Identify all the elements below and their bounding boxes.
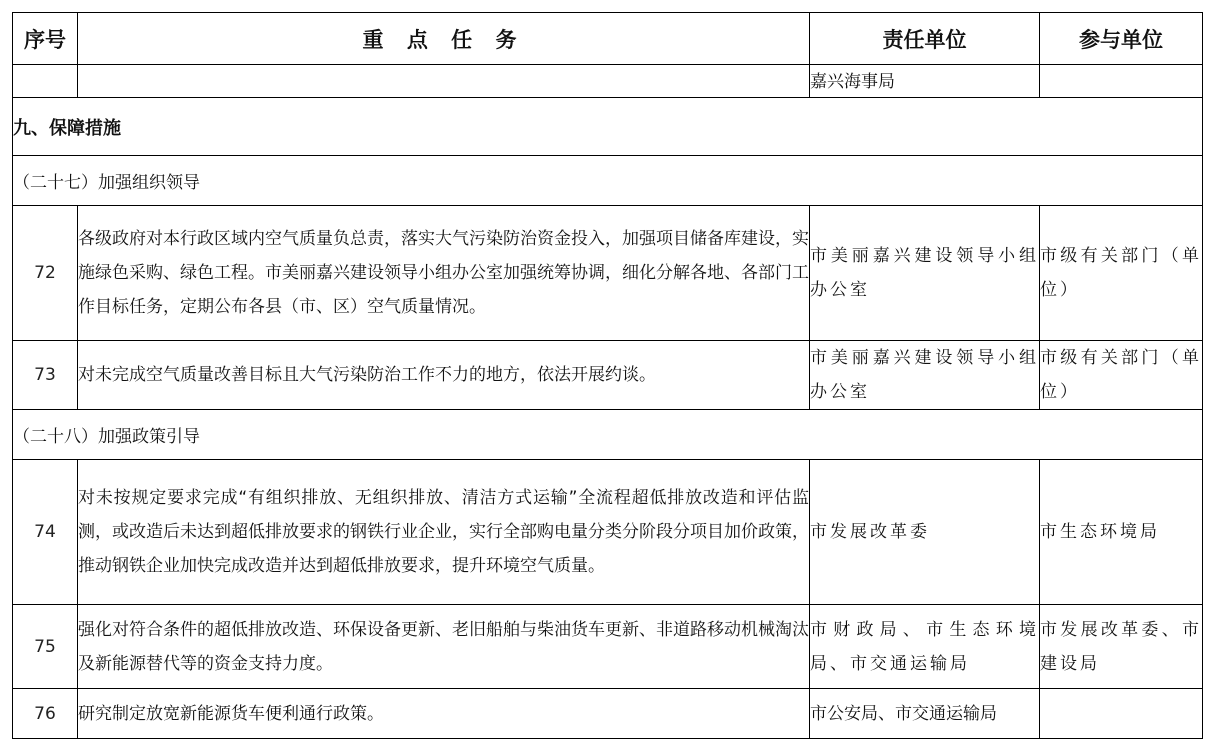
group-title: （二十七）加强组织领导 <box>13 156 1203 206</box>
row-participating: 市生态环境局 <box>1040 460 1203 605</box>
table-row <box>13 460 1203 605</box>
group-row <box>13 410 1203 460</box>
row-responsible: 市美丽嘉兴建设领导小组办公室 <box>810 341 1040 410</box>
header-task: 重 点 任 务 <box>78 13 810 65</box>
continuation-num <box>13 65 78 98</box>
row-task: 对未按规定要求完成“有组织排放、无组织排放、清洁方式运输”全流程超低排放改造和评估监测，或改造后未达到超低排放要求的钢铁行业企业，实行全部购电量分类分阶段分项目加价政策，推动钢铁企业加快完成改造并达到超低排放要求，提升环境空气质量。 <box>78 460 810 605</box>
row-responsible: 市公安局、市交通运输局 <box>810 689 1040 739</box>
header-seq: 序号 <box>13 13 78 65</box>
row-number: 76 <box>13 689 78 739</box>
continuation-participating <box>1040 65 1203 98</box>
continuation-task <box>78 65 810 98</box>
table-row <box>13 206 1203 341</box>
row-responsible: 市财政局、市生态环境局、市交通运输局 <box>810 605 1040 689</box>
row-task: 强化对符合条件的超低排放改造、环保设备更新、老旧船舶与柴油货车更新、非道路移动机械淘汰及新能源替代等的资金支持力度。 <box>78 605 810 689</box>
row-participating <box>1040 689 1203 739</box>
row-number: 73 <box>13 341 78 410</box>
group-title: （二十八）加强政策引导 <box>13 410 1203 460</box>
row-number: 74 <box>13 460 78 605</box>
row-task: 对未完成空气质量改善目标且大气污染防治工作不力的地方，依法开展约谈。 <box>78 341 810 410</box>
header-participating: 参与单位 <box>1040 13 1203 65</box>
group-row <box>13 156 1203 206</box>
continuation-row <box>13 65 1203 98</box>
row-participating: 市级有关部门（单位） <box>1040 206 1203 341</box>
table-row <box>13 341 1203 410</box>
table-row <box>13 689 1203 739</box>
table-row <box>13 605 1203 689</box>
section-row <box>13 98 1203 156</box>
header-row <box>13 13 1203 65</box>
section-title: 九、保障措施 <box>13 98 1203 156</box>
continuation-responsible: 嘉兴海事局 <box>810 65 1040 98</box>
row-number: 72 <box>13 206 78 341</box>
row-task: 各级政府对本行政区域内空气质量负总责，落实大气污染防治资金投入，加强项目储备库建设，实施绿色采购、绿色工程。市美丽嘉兴建设领导小组办公室加强统筹协调，细化分解各地、各部门工作目标任务，定期公布各县（市、区）空气质量情况。 <box>78 206 810 341</box>
row-responsible: 市美丽嘉兴建设领导小组办公室 <box>810 206 1040 341</box>
row-task: 研究制定放宽新能源货车便利通行政策。 <box>78 689 810 739</box>
row-participating: 市发展改革委、市建设局 <box>1040 605 1203 689</box>
row-responsible: 市发展改革委 <box>810 460 1040 605</box>
header-responsible: 责任单位 <box>810 13 1040 65</box>
task-table <box>12 12 1203 739</box>
row-participating: 市级有关部门（单位） <box>1040 341 1203 410</box>
row-number: 75 <box>13 605 78 689</box>
